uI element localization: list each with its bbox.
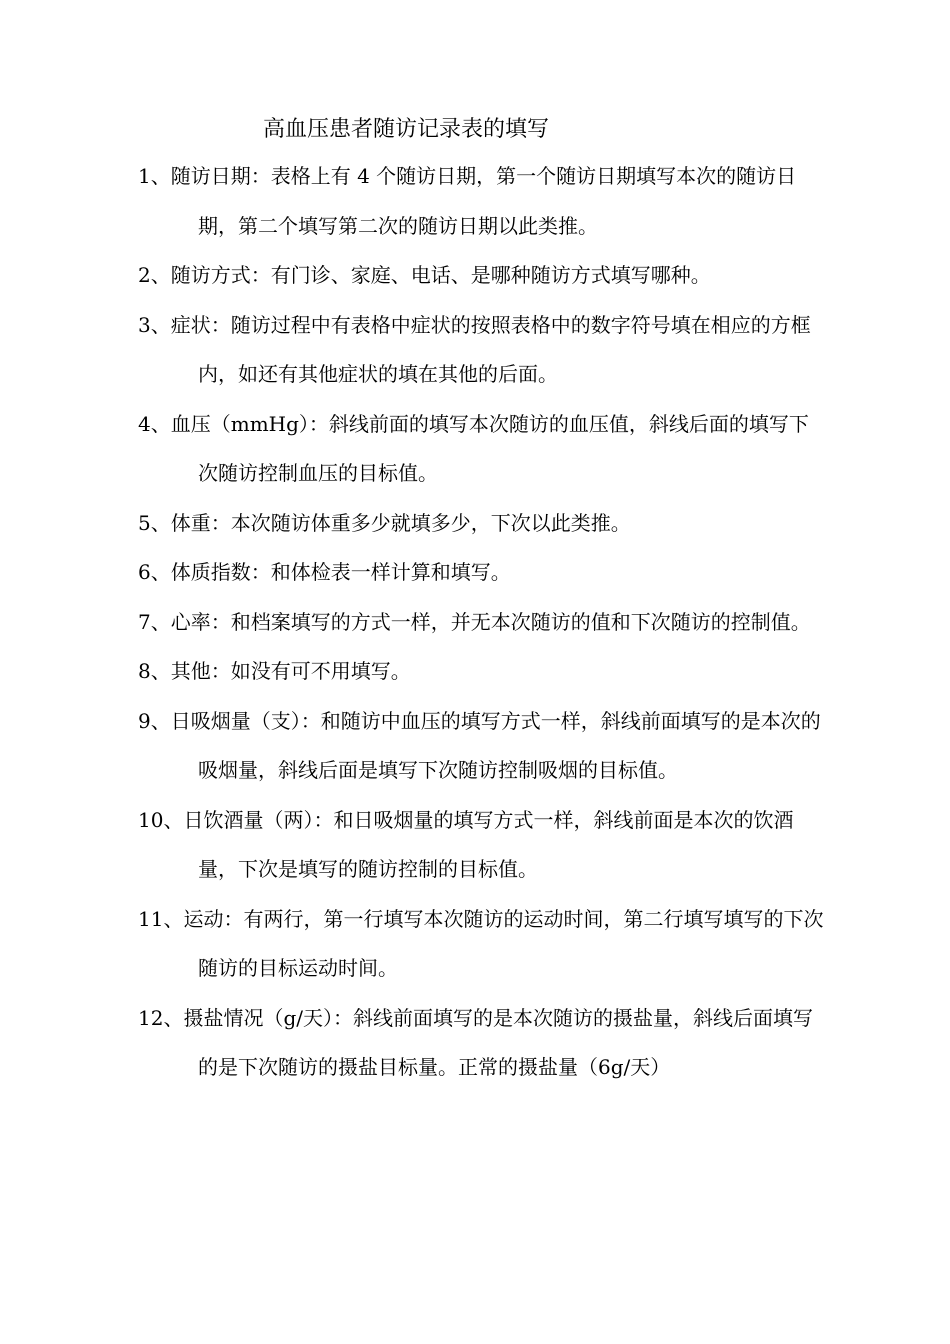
list-item [138, 400, 828, 499]
item-text: 随访方式：有门诊、家庭、电话、是哪种随访方式填写哪种。 [170, 263, 711, 287]
document-title: 高血压患者随访记录表的填写 [263, 117, 550, 142]
item-text: 体重：本次随访体重多少就填多少，下次以此类推。 [170, 510, 631, 535]
item-number: 9、 [138, 708, 171, 733]
list-item [138, 895, 828, 994]
item-text: 随访日期：表格上有 4 个随访日期，第一个随访日期填写本次的随访日期，第二个填写第二次的随访日期以此类推。 [170, 164, 797, 238]
list-item [138, 994, 828, 1093]
item-number: 5、 [138, 510, 171, 535]
item-text: 摄盐情况（g/天）：斜线前面填写的是本次随访的摄盐量，斜线后面填写的是下次随访的摄盐目标量。正常的摄盐量（6g/天） [183, 1005, 813, 1079]
list-item [138, 301, 828, 400]
item-number: 8、 [138, 659, 171, 683]
list-item [138, 251, 828, 301]
item-text: 日吸烟量（支）：和随访中血压的填写方式一样，斜线前面填写的是本次的吸烟量，斜线后面是填写下次随访控制吸烟的目标值。 [170, 708, 821, 782]
item-text: 日饮酒量（两）：和日吸烟量的填写方式一样，斜线前面是本次的饮酒量，下次是填写的随访控制的目标值。 [183, 807, 794, 881]
list-item [138, 796, 828, 895]
instruction-list [138, 152, 828, 1093]
list-item [138, 499, 828, 549]
item-number: 3、 [138, 312, 171, 337]
item-text: 心率：和档案填写的方式一样，并无本次随访的值和下次随访的控制值。 [170, 609, 811, 634]
item-text: 体质指数：和体检表一样计算和填写。 [170, 560, 511, 584]
item-number: 1、 [138, 164, 171, 188]
item-number: 10、 [138, 807, 184, 832]
list-item [138, 152, 828, 251]
item-number: 11、 [138, 906, 184, 931]
item-text: 运动：有两行，第一行填写本次随访的运动时间，第二行填写填写的下次随访的目标运动时间。 [183, 906, 824, 980]
item-number: 4、 [138, 411, 171, 436]
item-text: 症状：随访过程中有表格中症状的按照表格中的数字符号填在相应的方框内，如还有其他症状的填在其他的后面。 [170, 312, 811, 386]
item-text: 血压（mmHg）：斜线前面的填写本次随访的血压值，斜线后面的填写下次随访控制血压的目标值。 [170, 411, 809, 485]
list-item [138, 598, 828, 648]
list-item [138, 647, 828, 697]
list-item [138, 697, 828, 796]
item-number: 7、 [138, 609, 171, 634]
item-number: 12、 [138, 1005, 184, 1030]
item-number: 2、 [138, 263, 171, 287]
item-text: 其他：如没有可不用填写。 [170, 659, 411, 683]
item-number: 6、 [138, 560, 171, 584]
list-item [138, 548, 828, 598]
